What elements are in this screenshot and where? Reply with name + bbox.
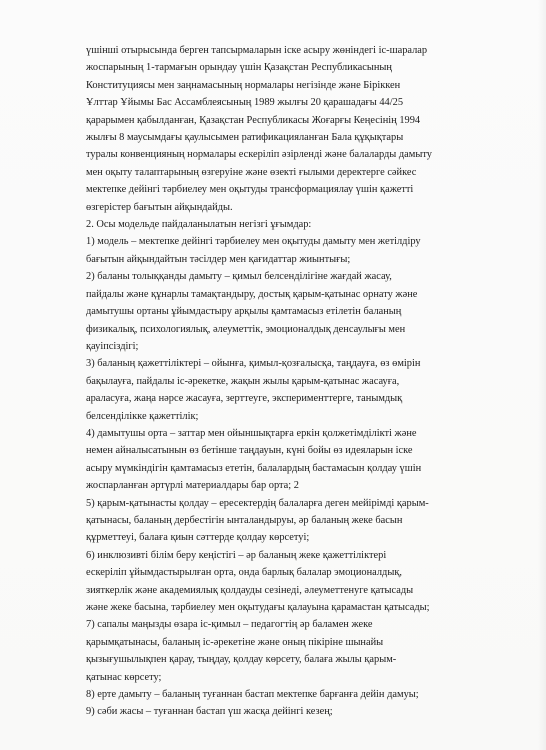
text-line: қатынасы, баланың дербестігін ынталандыруы, әр баланың жеке басын bbox=[86, 514, 403, 526]
text-line: асыру мүмкіндігін қамтамасыз ететін, балалардың бастамасын қолдау үшін bbox=[86, 462, 422, 474]
text-line: өзгерістер бағытын айқындайды. bbox=[86, 201, 233, 213]
section-heading: 2. Осы модельде пайдаланылатын негізгі ұғымдар: bbox=[86, 219, 312, 231]
text-line: мен оқыту талаптарының өзгеруіне және өзекті ғылыми деректерге сәйкес bbox=[86, 166, 417, 178]
definition-item: 9) сәби жасы – туғаннан бастап үш жасқа дейінгі кезең; bbox=[86, 706, 333, 718]
text-line: бақылауға, пайдалы іс-әрекетке, жақын жылы қарым-қатынас жасауға, bbox=[86, 375, 400, 387]
text-line: үшінші отырысында берген тапсырмаларын іске асыру жөніндегі іс-шаралар bbox=[86, 45, 428, 56]
text-line: мектепке дейінгі тәрбиелеу мен оқытуды трансформациялау үшін қажетті bbox=[86, 184, 414, 196]
text-line: қауіпсіздігі; bbox=[86, 340, 139, 352]
text-line: ескеріліп ұйымдастырылған орта, онда барлық балалар эмоционалдық, bbox=[86, 567, 402, 579]
text-line: және жеке басына, тәрбиелеу мен оқытудағы қалауына қарамастан қатысады; bbox=[86, 602, 430, 613]
text-line: қызығушылықпен қарау, тыңдау, қолдау көрсету, балаға жылы қарым- bbox=[86, 654, 397, 666]
text-line: қарымқатынасы, баланың іс-әрекетіне және оның пікіріне шынайы bbox=[86, 636, 384, 648]
definition-item: 8) ерте дамыту – баланың туғаннан бастап мектепке барғанға дейін дамуы; bbox=[86, 689, 419, 701]
text-line: зияткерлік және академиялық қолдауды сезінеді, әлеуметтенуге қатысады bbox=[86, 584, 414, 596]
text-line: құрметтеуі, балаға қиын сәттерде қолдау көрсетуі; bbox=[86, 532, 310, 544]
text-line: дамытушы ортаны ұйымдастыру арқылы қамтамасыз етілетін баланың bbox=[86, 306, 402, 318]
definition-item: 5) қарым-қатынасты қолдау – ересектердің балаларға деген мейірімді қарым- bbox=[86, 497, 429, 509]
text-line: жоспарланған әртүрлі материалдары бар орта; 2 bbox=[86, 480, 299, 492]
page-edge-shadow bbox=[538, 0, 546, 750]
document-body bbox=[86, 42, 516, 721]
definition-item: 3) баланың қажеттіліктері – ойынға, қимыл-қозғалысқа, таңдауға, өз өмірін bbox=[86, 358, 421, 370]
text-line: қарарымен қабылданған, Қазақстан Республикасы Жоғарғы Кеңесінің 1994 bbox=[86, 114, 421, 126]
definition-item: 7) сапалы маңызды өзара іс-қимыл – педагогтің әр баламен жеке bbox=[86, 619, 373, 631]
definition-item: 1) модель – мектепке дейінгі тәрбиелеу мен оқытуды дамыту мен жетілдіру bbox=[86, 236, 421, 248]
text-line: пайдалы және құнарлы тамақтандыру, достық қарым-қатынас орнату және bbox=[86, 288, 418, 300]
text-line: белсенділікке қажеттілік; bbox=[86, 410, 199, 422]
definition-item: 6) инклюзивті білім беру кеңістігі – әр баланың жеке қажеттіліктері bbox=[86, 549, 387, 561]
text-line: немен айналысатынын өз бетінше таңдауын, күні бойы өз идеяларын іске bbox=[86, 445, 413, 457]
text-line: араласуға, жаңа нәрсе жасауға, зерттеуге, эксперименттерге, танымдық bbox=[86, 393, 403, 405]
text-line: туралы конвенцияның нормалары ескеріліп әзірленді және балаларды дамыту bbox=[86, 149, 432, 161]
text-line: Ұлттар Ұйымы Бас Ассамблеясының 1989 жылғы 20 қарашадағы 44/25 bbox=[86, 97, 404, 109]
text-line: бағытын айқындайтын тәсілдер мен қағидаттар жиынтығы; bbox=[86, 253, 351, 265]
text-line: жоспарының 1-тармағын орындау үшін Қазақстан Республикасының bbox=[86, 62, 392, 74]
definition-item: 2) баланы толыққанды дамыту – қимыл белсенділігіне жағдай жасау, bbox=[86, 271, 392, 283]
text-line: физикалық, психологиялық, әлеуметтік, эмоционалдық денсаулығы мен bbox=[86, 323, 406, 335]
text-line: қатынас көрсету; bbox=[86, 671, 162, 683]
definition-item: 4) дамытушы орта – заттар мен ойыншықтарға еркін қолжетімділікті және bbox=[86, 427, 417, 439]
text-line: Конституциясы мен заңнамасының нормалары негізінде және Біріккен bbox=[86, 79, 401, 91]
text-line: жылғы 8 маусымдағы қаулысымен ратификацияланған Бала құқықтары bbox=[86, 132, 404, 144]
